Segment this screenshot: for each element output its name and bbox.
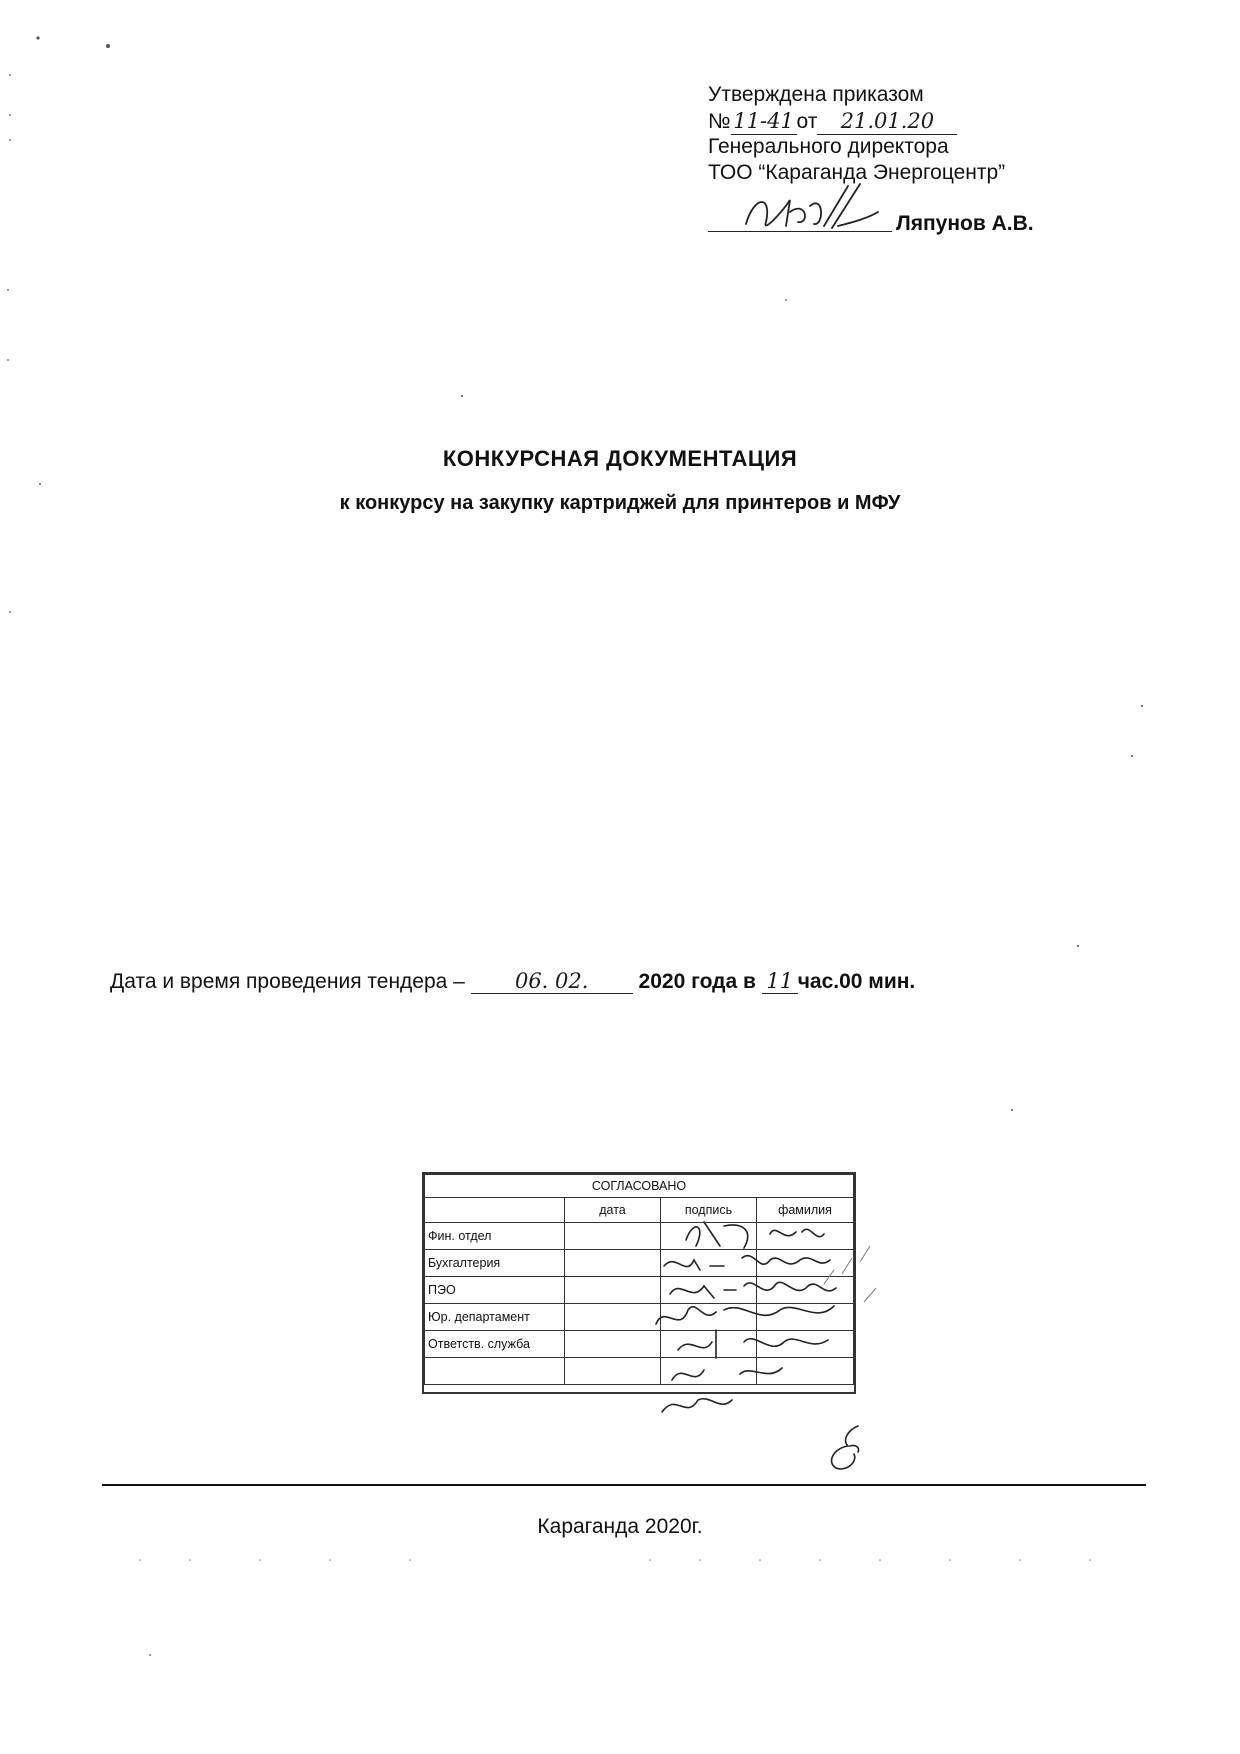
stamp-row (425, 1250, 854, 1277)
number-prefix: № (708, 110, 731, 133)
company-name: ТОО “Караганда Энергоцентр” (708, 161, 1006, 184)
tender-year: 2020 года в (638, 970, 756, 993)
director-name: Ляпунов А.В. (896, 212, 1034, 235)
document-subtitle: к конкурсу на закупку картриджей для принтеров и МФУ (339, 492, 901, 514)
stamp-col-date: дата (565, 1198, 661, 1223)
stamp-dept-name: ПЭО (425, 1277, 565, 1304)
director-title: Генерального директора (708, 135, 949, 158)
footer-divider (102, 1484, 1146, 1486)
initials-mark (818, 1418, 878, 1478)
approval-order-line: Утверждена приказом (708, 83, 924, 106)
order-number-handwritten: 11-41 (731, 108, 797, 135)
tender-hour-handwritten: 11 (762, 969, 798, 994)
stamp-dept-name: Юр. департамент (425, 1304, 565, 1331)
approval-block (708, 82, 1128, 186)
stamp-col-surname: фамилия (757, 1198, 854, 1223)
stamp-dept-name (425, 1358, 565, 1385)
approval-stamp (422, 1172, 856, 1394)
stamp-row (425, 1331, 854, 1358)
stamp-header: СОГЛАСОВАНО (425, 1175, 854, 1198)
footer-city-year: Караганда 2020г. (537, 1515, 703, 1538)
stamp-row (425, 1358, 854, 1385)
tender-date-line (110, 969, 915, 994)
tender-date-handwritten: 06. 02. (471, 969, 633, 994)
from-word: от (796, 110, 818, 133)
document-title: КОНКУРСНАЯ ДОКУМЕНТАЦИЯ (442, 446, 798, 471)
stamp-table (424, 1174, 854, 1385)
stamp-col-signature: подпись (661, 1198, 757, 1223)
order-date-handwritten: 21.01.20 (817, 108, 957, 135)
stamp-row (425, 1304, 854, 1331)
director-signature (728, 182, 888, 238)
stamp-col-dept (425, 1198, 565, 1223)
stamp-dept-name: Бухгалтерия (425, 1250, 565, 1277)
stamp-row (425, 1277, 854, 1304)
tender-time-suffix: час.00 мин. (797, 970, 916, 993)
stamp-dept-name: Фин. отдел (425, 1223, 565, 1250)
stamp-row (425, 1223, 854, 1250)
approval-number-line (708, 108, 1128, 134)
stamp-dept-name: Ответств. служба (425, 1331, 565, 1358)
tender-label: Дата и время проведения тендера – (110, 970, 465, 993)
director-signature-line (708, 196, 1128, 236)
signature-underline (708, 231, 892, 232)
